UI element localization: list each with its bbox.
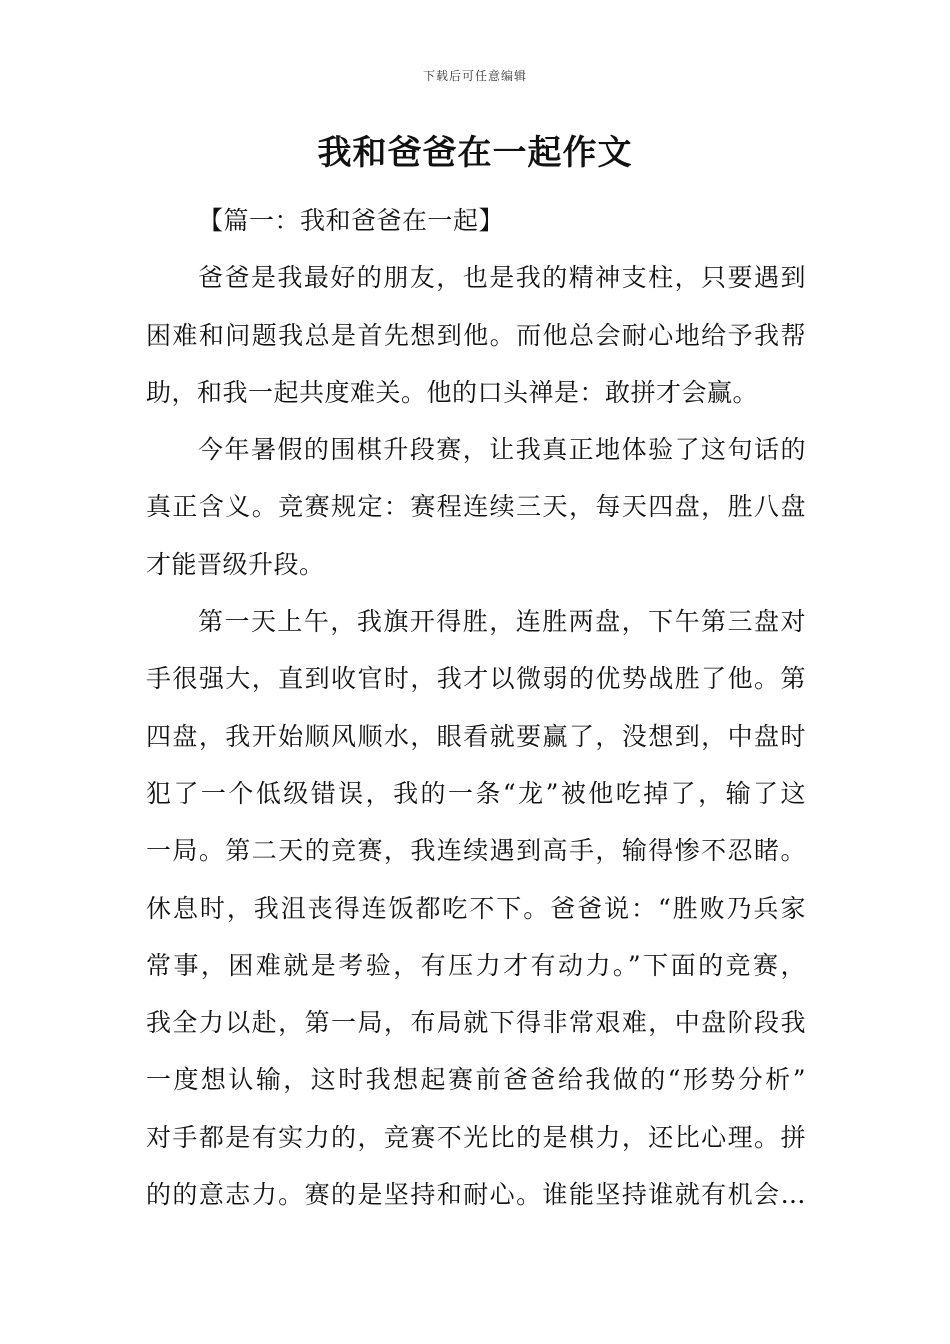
body-text — [146, 192, 806, 1223]
paragraph-line: 第一天上午，我旗开得胜，连胜两盘，下午第三盘对 — [198, 607, 806, 637]
paragraph-line: 四盘，我开始顺风顺水，眼看就要赢了，没想到，中盘时 — [146, 721, 806, 751]
paragraph-line: 我全力以赴，第一局，布局就下得非常艰难，中盘阶段我 — [146, 1008, 806, 1038]
paragraph-line: 常事，困难就是考验，有压力才有动力。”下面的竞赛， — [146, 950, 806, 980]
paragraph-line: 犯了一个低级错误，我的一条“龙”被他吃掉了，输了这 — [146, 778, 806, 808]
paragraph-line: 的的意志力。赛的是坚持和耐心。谁能坚持谁就有机会… — [146, 1180, 806, 1210]
paragraph-line: 助，和我一起共度难关。他的口头禅是：敢拼才会赢。 — [146, 377, 759, 407]
paragraph-line: 一局。第二天的竞赛，我连续遇到高手，输得惨不忍睹。 — [146, 836, 806, 866]
paragraph-line: 真正含义。竞赛规定：赛程连续三天，每天四盘，胜八盘 — [146, 492, 806, 522]
paragraph-line: 手很强大，直到收官时，我才以微弱的优势战胜了他。第 — [146, 664, 806, 694]
paragraph-line: 才能晋级升段。 — [146, 549, 325, 579]
section-heading: 【篇一：我和爸爸在一起】 — [198, 206, 505, 235]
header-note: 下载后可任意编辑 — [422, 69, 527, 83]
paragraph-line: 爸爸是我最好的朋友，也是我的精神支柱，只要遇到 — [198, 263, 806, 293]
paragraph-line: 休息时，我沮丧得连饭都吃不下。爸爸说：“胜败乃兵家 — [146, 893, 806, 923]
document-title: 我和爸爸在一起作文 — [317, 133, 633, 173]
paragraph-line: 困难和问题我总是首先想到他。而他总会耐心地给予我帮 — [146, 320, 806, 350]
paragraph-line: 对手都是有实力的，竞赛不光比的是棋力，还比心理。拼 — [146, 1122, 806, 1152]
paragraph-line: 一度想认输，这时我想起赛前爸爸给我做的“形势分析” — [146, 1065, 806, 1095]
paragraph-line: 今年暑假的围棋升段赛，让我真正地体验了这句话的 — [198, 435, 806, 465]
